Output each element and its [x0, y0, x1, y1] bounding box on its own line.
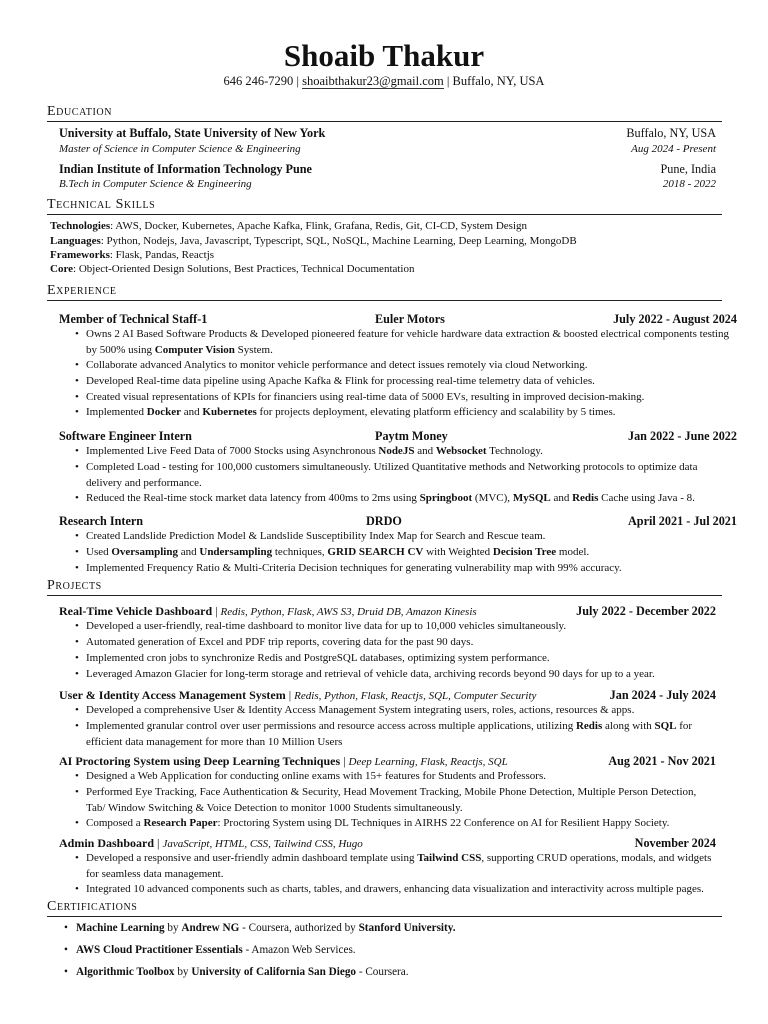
text-segment: Developed Real-time data pipeline using Apache Kafka & Flink for processing real-time telemetry data of vehicles. — [86, 375, 595, 387]
project-name: Real-Time Vehicle Dashboard — [59, 604, 213, 618]
education-place: Buffalo, NY, USA — [626, 126, 716, 140]
emphasis-text: MySQL — [512, 492, 551, 504]
bullet-icon: • — [75, 883, 79, 895]
bullet-icon: • — [75, 461, 79, 473]
text-segment: Performed Eye Tracking, Face Authentication & Security, Head Movement Tracking, Mobile Phone Detection, Multiple Person Detection, Tab/ Window Switching & Voice Detection to monitor 1000 Students simultaneously. — [86, 786, 697, 814]
project-separator: | — [285, 688, 295, 702]
text-segment: Developed a user-friendly, real-time dashboard to monitor live data for up to 10,000 vehicles simultaneously. — [86, 620, 567, 632]
project-separator: | — [212, 604, 221, 618]
list-item-text — [86, 785, 716, 816]
certification-item — [64, 921, 456, 936]
bullet-icon: • — [75, 652, 79, 664]
project-name: Admin Dashboard — [59, 836, 155, 850]
list-item-text — [86, 851, 716, 882]
bullet-icon: • — [75, 562, 79, 574]
skill-label: Languages — [50, 235, 101, 247]
candidate-name: Shoaib Thakur — [283, 38, 485, 73]
list-item — [75, 545, 736, 561]
project-dates: Jan 2024 - July 2024 — [609, 688, 716, 702]
section-divider — [47, 214, 722, 215]
bullet-icon: • — [64, 944, 68, 956]
emphasis-text: Andrew NG — [181, 922, 240, 934]
list-item-text — [86, 651, 716, 667]
job-dates: July 2022 - August 2024 — [613, 312, 737, 326]
section-divider — [47, 595, 722, 596]
list-item — [75, 374, 736, 390]
project-dates: July 2022 - December 2022 — [576, 604, 716, 618]
contact-line — [0, 73, 768, 89]
text-segment: Implemented — [86, 406, 147, 418]
section-title-education: Education — [47, 104, 113, 119]
skill-row — [50, 219, 527, 233]
text-segment: Designed a Web Application for conducting online exams with 15+ features for Students and Professors. — [86, 770, 546, 782]
text-segment: Leveraged Amazon Glacier for long-term storage and retrieval of vehicle data, archiving records beyond 90 days for up to a year. — [86, 668, 655, 680]
education-degree: B.Tech in Computer Science & Engineering — [59, 178, 252, 190]
list-item — [75, 719, 716, 750]
list-item-text — [86, 529, 736, 545]
text-segment: Developed a responsive and user-friendly admin dashboard template using — [86, 852, 418, 864]
text-segment: Integrated 10 advanced components such as charts, tables, and drawers, enhancing data visualization and interactivity across multiple pages. — [86, 883, 704, 895]
text-segment: by — [164, 922, 182, 934]
emphasis-text: Redis — [575, 720, 603, 732]
bullet-icon: • — [75, 546, 79, 558]
emphasis-text: GRID SEARCH CV — [327, 546, 424, 558]
list-item — [75, 358, 736, 374]
list-item — [75, 635, 716, 651]
skill-values: : AWS, Docker, Kubernetes, Apache Kafka, Flink, Grafana, Redis, Git, CI-CD, System Design — [110, 220, 528, 232]
text-segment: Developed a comprehensive User & Identity Access Management System integrating users, roles, actions, resources & apps. — [86, 704, 635, 716]
bullet-icon: • — [75, 445, 79, 457]
section-divider — [47, 916, 722, 917]
list-item — [75, 405, 736, 421]
text-segment: with Weighted — [423, 546, 493, 558]
bullet-icon: • — [75, 704, 79, 716]
phone-number: 646 246-7290 — [223, 74, 294, 88]
text-segment: Automated generation of Excel and PDF trip reports, covering data for the past 90 days. — [86, 636, 474, 648]
skill-label: Frameworks — [50, 249, 110, 261]
text-segment: Created Landslide Prediction Model & Landslide Susceptibility Index Map for Search and Rescue team. — [86, 530, 546, 542]
project-heading — [59, 688, 536, 704]
text-segment: Implemented granular control over user permissions and resource access across multiple applications, utilizing — [86, 720, 576, 732]
education-place: Pune, India — [660, 162, 716, 176]
project-heading — [59, 836, 363, 852]
skill-label: Core — [50, 263, 74, 275]
emphasis-text: Docker — [146, 406, 182, 418]
job-role: Member of Technical Staff-1 — [59, 312, 208, 326]
job-dates: Jan 2022 - June 2022 — [627, 429, 737, 443]
bullet-icon: • — [75, 786, 79, 798]
email-link[interactable]: shoaibthakur23@gmail.com — [302, 74, 444, 88]
text-segment: for efficient data management for more than 10 Million Users — [86, 720, 693, 748]
job-company: Paytm Money — [375, 429, 448, 443]
project-stack: Redis, Python, Flask, AWS S3, Druid DB, Amazon Kinesis — [220, 606, 477, 618]
emphasis-text: Stanford University. — [358, 922, 456, 934]
emphasis-text: Decision Tree — [492, 546, 557, 558]
list-item-text — [86, 619, 716, 635]
job-role: Software Engineer Intern — [59, 429, 192, 443]
job-company: Euler Motors — [375, 312, 445, 326]
project-separator: | — [340, 754, 349, 768]
list-item — [75, 703, 716, 719]
bullet-icon: • — [75, 620, 79, 632]
bullet-icon: • — [75, 530, 79, 542]
emphasis-text: University of California San Diego — [191, 966, 357, 978]
text-segment: by — [174, 966, 192, 978]
skill-row — [50, 248, 214, 262]
text-segment: Implemented Frequency Ratio & Multi-Criteria Decision techniques for generating vulnerability map with 99% accuracy. — [86, 562, 622, 574]
project-name: AI Proctoring System using Deep Learning Techniques — [59, 754, 341, 768]
project-stack: JavaScript, HTML, CSS, Tailwind CSS, Hugo — [162, 838, 363, 850]
list-item-text — [86, 667, 716, 683]
emphasis-text: Tailwind CSS — [417, 852, 482, 864]
text-segment: for projects deployment, elevating platform efficiency and scalability by 5 times. — [256, 406, 616, 418]
list-item — [75, 327, 736, 358]
bullet-icon: • — [75, 375, 79, 387]
list-item-text — [86, 444, 736, 460]
list-item-text — [86, 816, 716, 832]
bullet-icon: • — [75, 406, 79, 418]
bullet-icon: • — [75, 817, 79, 829]
text-segment: Created visual representations of KPIs for financiers using real-time data of 5000 EVs, resulting in improved decision-making. — [86, 391, 645, 403]
emphasis-text: Springboot — [419, 492, 473, 504]
list-item-text — [76, 944, 356, 956]
text-segment: Reduced the Real-time stock market data latency from 400ms to 2ms using — [86, 492, 420, 504]
text-segment: System. — [234, 343, 273, 356]
contact-separator: | — [443, 74, 453, 88]
education-dates: 2018 - 2022 — [662, 178, 716, 190]
list-item-text — [86, 561, 736, 577]
certification-item — [64, 965, 409, 980]
list-item — [75, 460, 736, 491]
text-segment: techniques, — [272, 546, 328, 558]
education-degree: Master of Science in Computer Science & Engineering — [59, 143, 301, 155]
list-item — [75, 619, 716, 635]
education-school: Indian Institute of Information Technology Pune — [59, 162, 312, 176]
emphasis-text: AWS Cloud Practitioner Essentials — [76, 944, 243, 956]
bullet-icon: • — [64, 966, 68, 978]
bullet-icon: • — [75, 852, 79, 864]
skill-row — [50, 262, 415, 276]
job-role: Research Intern — [59, 514, 144, 528]
education-dates: Aug 2024 - Present — [631, 143, 716, 155]
section-divider — [47, 121, 722, 122]
list-item-text — [86, 405, 736, 421]
contact-separator: | — [293, 74, 303, 88]
list-item — [75, 769, 716, 785]
text-segment: , supporting CRUD operations, modals, and widgets for seamless data management. — [86, 852, 712, 880]
list-item-text — [86, 374, 736, 390]
text-segment: Completed Load - testing for 100,000 customers simultaneously. Utilized Quantitative methods and Networking protocols to optimize data delivery and performance. — [86, 461, 698, 489]
list-item — [75, 561, 736, 577]
list-item — [75, 851, 716, 882]
emphasis-text: Redis — [572, 492, 599, 504]
text-segment: - Coursera. — [356, 966, 409, 978]
text-segment: - Coursera, authorized by — [239, 922, 359, 934]
list-item-text — [86, 635, 716, 651]
project-heading — [59, 754, 508, 770]
text-segment: Owns 2 AI Based Software Products & Developed pioneered feature for vehicle hardware data extraction & boosted electrical components testing by 500% using — [86, 328, 729, 356]
emphasis-text: Undersampling — [199, 546, 273, 558]
list-item — [75, 651, 716, 667]
text-segment: (MVC), — [472, 492, 513, 504]
text-segment: Collaborate advanced Analytics to monitor vehicle performance and detect issues remotely via cloud Networking. — [86, 359, 588, 371]
text-segment: Composed a — [86, 817, 144, 829]
section-title-experience: Experience — [47, 283, 117, 298]
emphasis-text: Computer Vision — [154, 343, 235, 356]
emphasis-text: Machine Learning — [76, 922, 165, 934]
list-item — [75, 785, 716, 816]
text-segment: Implemented Live Feed Data of 7000 Stocks using Asynchronous — [86, 445, 379, 457]
bullet-icon: • — [75, 668, 79, 680]
skill-row — [50, 234, 577, 248]
list-item — [75, 667, 716, 683]
project-separator: | — [154, 836, 163, 850]
emphasis-text: Algorithmic Toolbox — [76, 966, 175, 978]
project-dates: Aug 2021 - Nov 2021 — [608, 754, 716, 768]
text-segment: Technology. — [486, 445, 543, 457]
text-segment: model. — [556, 546, 590, 558]
bullet-icon: • — [75, 636, 79, 648]
education-school: University at Buffalo, State University of New York — [59, 126, 326, 140]
text-segment: and — [177, 546, 200, 558]
text-segment: and — [181, 406, 203, 418]
emphasis-text: Kubernetes — [202, 406, 257, 418]
list-item — [75, 390, 736, 406]
list-item-text — [86, 358, 736, 374]
list-item-text — [86, 491, 736, 507]
project-stack: Deep Learning, Flask, Reactjs, SQL — [348, 756, 508, 768]
list-item — [75, 491, 736, 507]
list-item-text — [76, 922, 456, 934]
section-title-certifications: Certifications — [47, 899, 138, 914]
emphasis-text: Research Paper — [143, 817, 218, 829]
emphasis-text: SQL — [654, 720, 677, 732]
list-item-text — [86, 769, 716, 785]
skill-label: Technologies — [50, 220, 111, 232]
list-item-text — [76, 966, 409, 978]
text-segment: and — [414, 445, 436, 457]
section-title-projects: Projects — [47, 578, 102, 593]
bullet-icon: • — [75, 720, 79, 732]
text-segment: Used — [86, 546, 112, 558]
text-segment: Cache using Java - 8. — [598, 492, 695, 504]
list-item-text — [86, 390, 736, 406]
skill-values: : Object-Oriented Design Solutions, Best Practices, Technical Documentation — [73, 263, 415, 275]
list-item — [75, 882, 716, 898]
text-segment: along with — [602, 720, 655, 732]
certification-item — [64, 943, 356, 958]
section-divider — [47, 300, 722, 301]
list-item — [75, 816, 716, 832]
list-item-text — [86, 703, 716, 719]
text-segment: and — [550, 492, 573, 504]
project-stack: Redis, Python, Flask, Reactjs, SQL, Computer Security — [294, 690, 537, 702]
text-segment: - Amazon Web Services. — [242, 944, 356, 956]
bullet-icon: • — [75, 492, 79, 504]
location: Buffalo, NY, USA — [452, 74, 545, 88]
job-dates: April 2021 - Jul 2021 — [627, 514, 737, 528]
bullet-icon: • — [75, 359, 79, 371]
project-dates: November 2024 — [634, 836, 716, 850]
emphasis-text: Websocket — [435, 445, 487, 457]
list-item-text — [86, 327, 736, 358]
section-title-skills: Technical Skills — [47, 197, 156, 212]
project-heading — [59, 604, 477, 620]
bullet-icon: • — [64, 922, 68, 934]
emphasis-text: Oversampling — [111, 546, 178, 558]
emphasis-text: NodeJS — [378, 445, 415, 457]
bullet-icon: • — [75, 328, 79, 340]
job-company: DRDO — [366, 514, 402, 528]
bullet-icon: • — [75, 770, 79, 782]
list-item-text — [86, 882, 716, 898]
bullet-icon: • — [75, 391, 79, 403]
text-segment: : Proctoring System using DL Techniques in AIRHS 22 Conference on AI for Resilient Happy Society. — [217, 817, 670, 829]
text-segment: Implemented cron jobs to synchronize Redis and PostgreSQL databases, optimizing system performance. — [86, 652, 550, 664]
skill-values: : Python, Nodejs, Java, Javascript, Typescript, SQL, NoSQL, Machine Learning, Deep Learning, MongoDB — [100, 235, 577, 247]
skill-values: : Flask, Pandas, Reactjs — [109, 249, 215, 261]
list-item — [75, 529, 736, 545]
project-name: User & Identity Access Management System — [59, 688, 286, 702]
list-item-text — [86, 545, 736, 561]
list-item — [75, 444, 736, 460]
list-item-text — [86, 719, 716, 750]
list-item-text — [86, 460, 736, 491]
